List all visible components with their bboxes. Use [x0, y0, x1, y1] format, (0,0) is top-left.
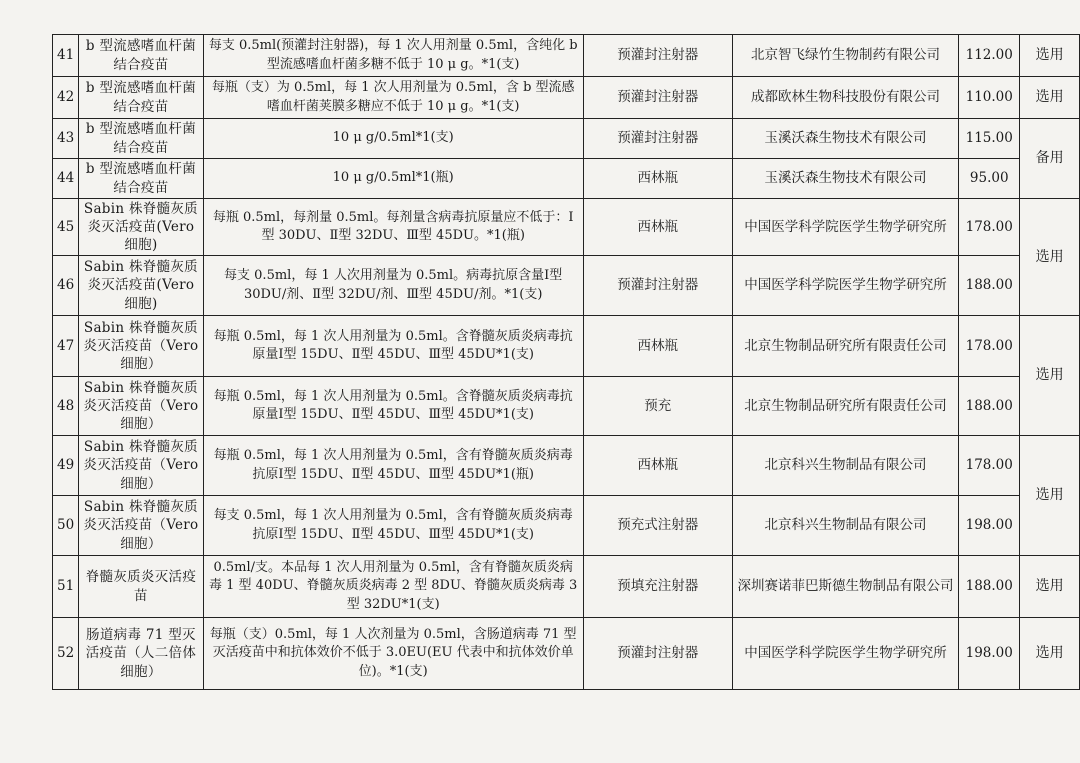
specification: 每瓶（支）0.5ml，每 1 人次剂量为 0.5ml，含肠道病毒 71 型灭活疫苗中和抗体效价不低于 3.0EU(EU 代表中和抗体效价单位)。*1(支) — [203, 618, 583, 690]
row-number: 49 — [53, 436, 79, 496]
price: 198.00 — [959, 496, 1020, 556]
vaccine-name: Sabin 株脊髓灰质炎灭活疫苗(Vero 细胞) — [79, 256, 204, 316]
specification: 每瓶 0.5ml，每 1 次人用剂量为 0.5ml。含脊髓灰质炎病毒抗原量Ⅰ型 15DU、Ⅱ型 45DU、Ⅲ型 45DU*1(支) — [203, 377, 583, 436]
row-number: 42 — [53, 77, 79, 119]
table-row — [53, 256, 1080, 316]
table-row — [53, 316, 1080, 377]
table-row — [53, 35, 1080, 77]
manufacturer: 深圳赛诺菲巴斯德生物制品有限公司 — [732, 556, 959, 618]
packaging: 预充式注射器 — [583, 496, 732, 556]
manufacturer: 北京科兴生物制品有限公司 — [732, 436, 959, 496]
manufacturer: 北京生物制品研究所有限责任公司 — [732, 377, 959, 436]
table-row — [53, 556, 1080, 618]
vaccine-name: 肠道病毒 71 型灭活疫苗（人二倍体细胞） — [79, 618, 204, 690]
vaccine-name: Sabin 株脊髓灰质炎灭活疫苗（Vero 细胞） — [79, 496, 204, 556]
price: 115.00 — [959, 119, 1020, 159]
price: 198.00 — [959, 618, 1020, 690]
packaging: 预充 — [583, 377, 732, 436]
table-row — [53, 77, 1080, 119]
price: 188.00 — [959, 256, 1020, 316]
vaccine-name: b 型流感嗜血杆菌结合疫苗 — [79, 119, 204, 159]
usage-note: 选用 — [1020, 618, 1080, 690]
price: 112.00 — [959, 35, 1020, 77]
specification: 每瓶 0.5ml，每 1 次人用剂量为 0.5ml。含脊髓灰质炎病毒抗原量Ⅰ型 15DU、Ⅱ型 45DU、Ⅲ型 45DU*1(支) — [203, 316, 583, 377]
packaging: 西林瓶 — [583, 159, 732, 199]
row-number: 52 — [53, 618, 79, 690]
vaccine-name: 脊髓灰质炎灭活疫苗 — [79, 556, 204, 618]
packaging: 西林瓶 — [583, 199, 732, 256]
specification: 0.5ml/支。本品每 1 次人用剂量为 0.5ml，含有脊髓灰质炎病毒 1 型 40DU、脊髓灰质炎病毒 2 型 8DU、脊髓灰质炎病毒 3 型 32DU*1(支) — [203, 556, 583, 618]
specification: 每瓶 0.5ml，每剂量 0.5ml。每剂量含病毒抗原量应不低于：Ⅰ型 30DU、Ⅱ型 32DU、Ⅲ型 45DU。*1(瓶) — [203, 199, 583, 256]
price: 110.00 — [959, 77, 1020, 119]
vaccine-name: Sabin 株脊髓灰质炎灭活疫苗(Vero 细胞) — [79, 199, 204, 256]
usage-note: 选用 — [1020, 77, 1080, 119]
specification: 每瓶 0.5ml，每 1 次人用剂量为 0.5ml，含有脊髓灰质炎病毒抗原Ⅰ型 15DU、Ⅱ型 45DU、Ⅲ型 45DU*1(瓶) — [203, 436, 583, 496]
packaging: 预灌封注射器 — [583, 618, 732, 690]
usage-note: 选用 — [1020, 436, 1080, 556]
packaging: 西林瓶 — [583, 436, 732, 496]
table-row — [53, 377, 1080, 436]
specification: 10 μ g/0.5ml*1(支) — [203, 119, 583, 159]
packaging: 预灌封注射器 — [583, 35, 732, 77]
table-row — [53, 496, 1080, 556]
specification: 每支 0.5ml，每 1 次人用剂量为 0.5ml，含有脊髓灰质炎病毒抗原Ⅰ型 15DU、Ⅱ型 45DU、Ⅲ型 45DU*1(支) — [203, 496, 583, 556]
row-number: 48 — [53, 377, 79, 436]
price: 178.00 — [959, 316, 1020, 377]
vaccine-name: b 型流感嗜血杆菌结合疫苗 — [79, 159, 204, 199]
specification: 每支 0.5ml(预灌封注射器)，每 1 次人用剂量 0.5ml，含纯化 b 型流感嗜血杆菌多糖不低于 10 μ g。*1(支) — [203, 35, 583, 77]
manufacturer: 中国医学科学院医学生物学研究所 — [732, 618, 959, 690]
row-number: 50 — [53, 496, 79, 556]
packaging: 西林瓶 — [583, 316, 732, 377]
table-row — [53, 159, 1080, 199]
vaccine-name: b 型流感嗜血杆菌结合疫苗 — [79, 35, 204, 77]
specification: 10 μ g/0.5ml*1(瓶) — [203, 159, 583, 199]
price: 95.00 — [959, 159, 1020, 199]
vaccine-name: Sabin 株脊髓灰质炎灭活疫苗（Vero 细胞） — [79, 316, 204, 377]
table-row — [53, 199, 1080, 256]
manufacturer: 玉溪沃森生物技术有限公司 — [732, 119, 959, 159]
price: 188.00 — [959, 377, 1020, 436]
table-row — [53, 618, 1080, 690]
specification: 每瓶（支）为 0.5ml，每 1 次人用剂量为 0.5ml，含 b 型流感嗜血杆菌荚膜多糖应不低于 10 μ g。*1(支) — [203, 77, 583, 119]
row-number: 47 — [53, 316, 79, 377]
row-number: 45 — [53, 199, 79, 256]
price: 178.00 — [959, 199, 1020, 256]
packaging: 预填充注射器 — [583, 556, 732, 618]
manufacturer: 中国医学科学院医学生物学研究所 — [732, 199, 959, 256]
manufacturer: 玉溪沃森生物技术有限公司 — [732, 159, 959, 199]
row-number: 46 — [53, 256, 79, 316]
vaccine-name: Sabin 株脊髓灰质炎灭活疫苗（Vero 细胞） — [79, 377, 204, 436]
vaccine-name: Sabin 株脊髓灰质炎灭活疫苗（Vero 细胞） — [79, 436, 204, 496]
price: 178.00 — [959, 436, 1020, 496]
usage-note: 选用 — [1020, 199, 1080, 316]
manufacturer: 北京智飞绿竹生物制药有限公司 — [732, 35, 959, 77]
row-number: 41 — [53, 35, 79, 77]
manufacturer: 成都欧林生物科技股份有限公司 — [732, 77, 959, 119]
usage-note: 选用 — [1020, 556, 1080, 618]
price: 188.00 — [959, 556, 1020, 618]
packaging: 预灌封注射器 — [583, 77, 732, 119]
vaccine-table — [52, 34, 1080, 690]
usage-note: 备用 — [1020, 119, 1080, 199]
row-number: 43 — [53, 119, 79, 159]
row-number: 51 — [53, 556, 79, 618]
packaging: 预灌封注射器 — [583, 256, 732, 316]
table-row — [53, 119, 1080, 159]
manufacturer: 中国医学科学院医学生物学研究所 — [732, 256, 959, 316]
usage-note: 选用 — [1020, 35, 1080, 77]
usage-note: 选用 — [1020, 316, 1080, 436]
table-row — [53, 436, 1080, 496]
manufacturer: 北京科兴生物制品有限公司 — [732, 496, 959, 556]
manufacturer: 北京生物制品研究所有限责任公司 — [732, 316, 959, 377]
specification: 每支 0.5ml，每 1 人次用剂量为 0.5ml。病毒抗原含量Ⅰ型 30DU/剂、Ⅱ型 32DU/剂、Ⅲ型 45DU/剂。*1(支) — [203, 256, 583, 316]
vaccine-name: b 型流感嗜血杆菌结合疫苗 — [79, 77, 204, 119]
row-number: 44 — [53, 159, 79, 199]
packaging: 预灌封注射器 — [583, 119, 732, 159]
